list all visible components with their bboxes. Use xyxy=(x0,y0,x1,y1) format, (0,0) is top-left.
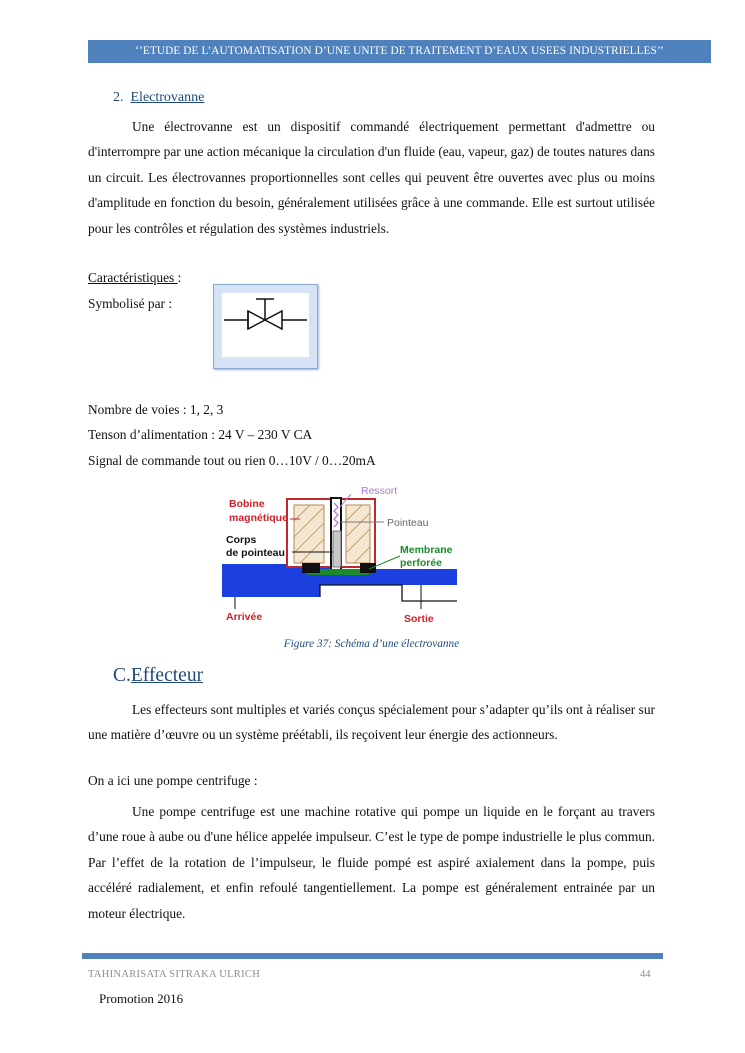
pump-intro: On a ici une pompe centrifuge : xyxy=(88,773,258,788)
effecteur-paragraph: Les effecteurs sont multiples et variés conçus spécialement pour s’adapter qu’ils ont à réaliser sur une matière d’œuvre ou un système préétabli, ils reçoivent leur énergie des actionneurs. xyxy=(88,702,655,743)
valve-symbol-frame xyxy=(213,284,318,369)
section-heading-effecteur xyxy=(113,665,203,687)
section-title-link[interactable]: Electrovanne xyxy=(130,90,205,105)
valve-triangle-right xyxy=(265,311,282,329)
characteristics-label: Caractéristiques xyxy=(88,270,178,285)
symbol-label: Symbolisé par : xyxy=(88,296,173,311)
label-bobine: Bobine xyxy=(229,498,265,510)
characteristics-heading xyxy=(88,270,181,286)
running-header: ‘’ETUDE DE L’AUTOMATISATION D’UNE UNITE DE TRAITEMENT D’EAUX USEES INDUSTRIELLES’’ xyxy=(88,40,711,63)
label-arrivee: Arrivée xyxy=(226,611,263,623)
footer-promotion: Promotion 2016 xyxy=(99,991,184,1006)
label-corps: Corps xyxy=(226,534,257,546)
spec-alimentation: Tenson d’alimentation : 24 V – 230 V CA xyxy=(88,427,313,442)
valve-symbol-icon xyxy=(222,293,309,357)
label-membrane: Membrane xyxy=(400,544,453,556)
label-magnetique: magnétique xyxy=(229,512,288,524)
section-letter: C. xyxy=(113,665,131,686)
valve-symbol-canvas xyxy=(222,293,309,357)
electrovanne-paragraph: Une électrovanne est un dispositif commandé électriquement permettant d'admettre ou d'interrompre par une action mécanique la circulation d'un fluide (eau, vapeur, gaz) de toutes natures dans un circuit. Les électrovannes proportionnelles sont celles qui peuvent être ouvertes avec plus ou moins d'amplitude en fonction du besoin, généralement utilisées grâce à une commande. Elle est surtout utilisée pour les contrôles et régulation des systèmes industriels. xyxy=(88,119,655,236)
section-heading-electrovanne xyxy=(113,90,204,106)
section-number: 2. xyxy=(113,90,124,105)
footer-divider xyxy=(82,953,663,959)
page-number: 44 xyxy=(640,969,651,980)
plunger xyxy=(333,531,341,567)
spec-voies: Nombre de voies : 1, 2, 3 xyxy=(88,402,224,417)
body-block-right xyxy=(360,563,376,573)
characteristics-colon: : xyxy=(177,270,182,285)
coil-winding-right xyxy=(346,505,370,563)
figure-caption: Figure 37: Schéma d’une électrovanne xyxy=(283,638,460,650)
valve-body-outline xyxy=(320,585,457,601)
electrovanne-diagram xyxy=(220,481,465,627)
footer-author: TAHINARISATA SITRAKA ULRICH xyxy=(88,969,261,980)
label-ressort: Ressort xyxy=(361,485,398,497)
pump-paragraph: Une pompe centrifuge est une machine rotative qui pompe un liquide en le forçant au travers d’une roue à aube ou d'une hélice appelée impulseur. C’est le type de pompe industrielle le plus commun. Par l’effet de la rotation de l’impulseur, le fluide pompé est aspiré axialement dans la pompe, puis accéléré radialement, et enfin refoulé tangentiellement. La pompe est généralement entrainée par un moteur électrique. xyxy=(88,804,655,921)
valve-triangle-left xyxy=(248,311,265,329)
spec-signal: Signal de commande tout ou rien 0…10V / 0…20mA xyxy=(88,453,376,468)
label-pointeau: Pointeau xyxy=(387,517,429,529)
section-title[interactable]: Effecteur xyxy=(130,665,204,686)
label-perforee: perforée xyxy=(400,557,443,569)
fluid-outlet-channel xyxy=(402,569,457,585)
label-sortie: Sortie xyxy=(404,613,434,625)
label-de-pointeau: de pointeau xyxy=(226,547,285,559)
body-block-left xyxy=(302,563,320,573)
